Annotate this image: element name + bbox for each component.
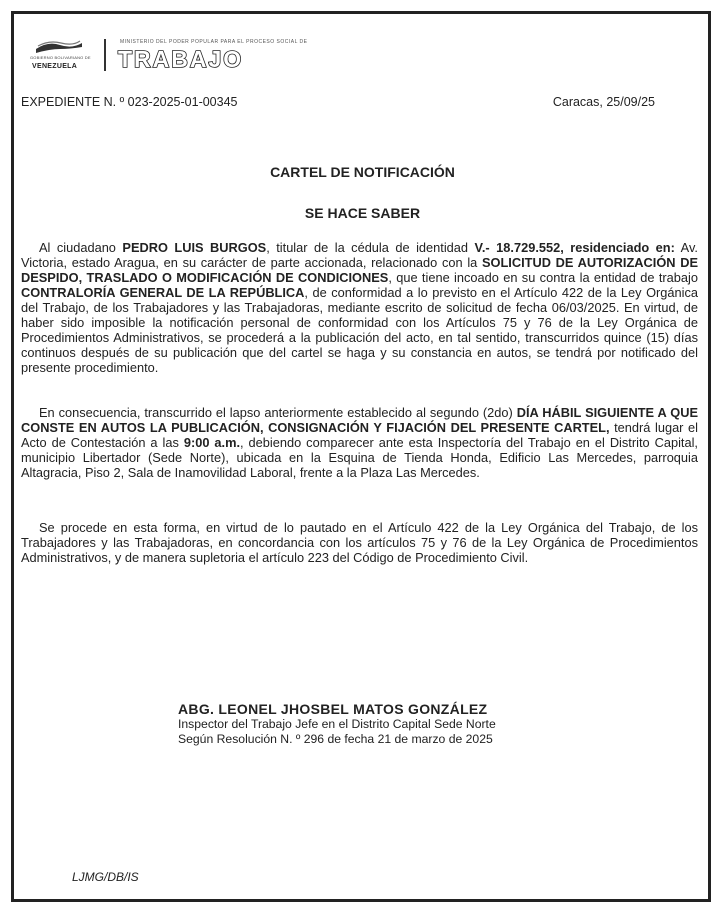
document-subtitle: SE HACE SABER [304, 205, 421, 221]
p2-hora: 9:00 a.m. [183, 435, 241, 450]
p2-bold-1: DÍA HÁBIL SIGUIENTE A QUE CONSTE EN AUTOS LA PUBLICACIÓN, CONSIGNACIÓN Y FIJACIÓN DEL PRESENTE CARTEL, [21, 405, 698, 435]
ministry-wordmark: TRABAJO [118, 46, 244, 72]
ministry-name: MINISTERIO DEL PODER POPULAR PARA EL PROCESO SOCIAL DE [120, 39, 308, 45]
expediente-number: EXPEDIENTE N. º 023-2025-01-00345 [21, 95, 238, 109]
signatory-title: Inspector del Trabajo Jefe en el Distrito Capital Sede Norte [178, 717, 496, 731]
logo-subtitle: GOBIERNO BOLIVARIANO DE [30, 55, 91, 60]
government-logo [28, 36, 92, 74]
document-title: CARTEL DE NOTIFICACIÓN [270, 164, 455, 180]
paragraph-3 [21, 520, 698, 565]
ministry-logo [118, 36, 308, 74]
paragraph-2 [21, 405, 698, 480]
p2-text-1: En consecuencia, transcurrido el lapso anteriormente establecido al segundo (2do) [39, 405, 517, 420]
p1-text-5: , de conformidad a lo previsto en el Artículo 422 de la Ley Orgánica del Trabajo, de los Trabajadores y las Trabajadoras, mediante escrito de solicitud de fecha 06/03/2025. En virtud, de haber sido imposible la notificación personal de conformidad con los Artículos 75 y 76 de la Ley Orgánica de Procedimientos Administrativos, se procederá a la publicación del acto, en tal sentido, transcurridos quince (15) días continuos después de su publicación que del cartel se haga y su constancia en autos, se tendrá por notificado del presente procedimiento. [21, 285, 698, 375]
p1-text-2: , titular de la cédula de identidad [266, 240, 475, 255]
p1-name: PEDRO LUIS BURGOS [122, 240, 267, 255]
p1-cedula: V.- 18.729.552, residenciado en: [474, 240, 675, 255]
logo-divider [104, 39, 106, 71]
signatory-name: ABG. LEONEL JHOSBEL MATOS GONZÁLEZ [178, 701, 488, 717]
p1-text-1: Al ciudadano [39, 240, 123, 255]
p2-text-3: , debiendo comparecer ante esta Inspectoría del Trabajo en el Distrito Capital, municipio Libertador (Sede Norte), ubicada en la Esquina de Tienda Honda, Edificio Las Mercedes, parroquia Altagracia, Piso 2, Sala de Inamovilidad Laboral, frente a la Plaza Las Mercedes. [21, 435, 698, 480]
signatory-resolution: Según Resolución N. º 296 de fecha 21 de marzo de 2025 [178, 732, 493, 746]
p1-text-4: , que tiene incoado en su contra la entidad de trabajo [388, 270, 698, 285]
signature-block [178, 701, 496, 747]
p1-text-3: Av. Victoria, estado Aragua, en su carácter de parte accionada, relacionado con la [21, 240, 698, 270]
p1-solicitud: SOLICITUD DE AUTORIZACIÓN DE DESPIDO, TRASLADO O MODIFICACIÓN DE CONDICIONES [21, 255, 698, 285]
p2-text-2: tendrá lugar el Acto de Contestación a las [21, 420, 698, 450]
logo-country: VENEZUELA [32, 63, 78, 70]
place-date: Caracas, 25/09/25 [552, 95, 655, 109]
paragraph-1 [21, 240, 698, 375]
p1-entidad: CONTRALORÍA GENERAL DE LA REPÚBLICA [21, 285, 305, 300]
reference-initials: LJMG/DB/IS [72, 870, 139, 884]
header-logos [28, 34, 308, 76]
p3-text: Se procede en esta forma, en virtud de lo pautado en el Artículo 422 de la Ley Orgánica del Trabajo, de los Trabajadores y las Trabajadoras, en concordancia con los artículos 75 y 76 de la Ley Orgánica de Procedimientos Administrativos, y de manera supletoria el artículo 223 del Código de Procedimiento Civil. [21, 520, 698, 565]
flag-icon [34, 40, 84, 54]
